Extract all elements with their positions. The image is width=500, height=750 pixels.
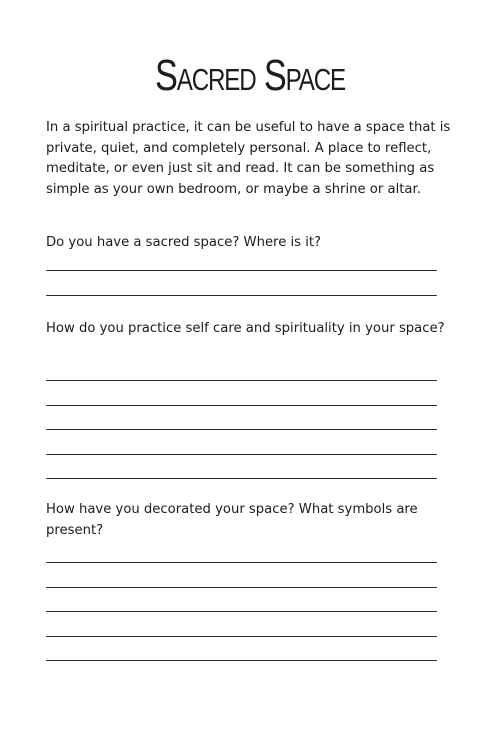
question-3: How have you decorated your space? What symbols are present? (46, 502, 418, 538)
answer-line[interactable] (46, 478, 437, 479)
answer-line[interactable] (46, 660, 437, 661)
answer-line[interactable] (46, 454, 437, 455)
question-1: Do you have a sacred space? Where is it? (46, 235, 322, 250)
answer-line[interactable] (46, 405, 437, 406)
answer-line[interactable] (46, 587, 437, 588)
answer-line[interactable] (46, 562, 437, 563)
answer-line[interactable] (46, 295, 437, 296)
answer-line[interactable] (46, 611, 437, 612)
answer-line[interactable] (46, 636, 437, 637)
answer-line[interactable] (46, 270, 437, 271)
answer-line[interactable] (46, 429, 437, 430)
question-2: How do you practice self care and spirituality in your space? (46, 321, 445, 336)
intro-paragraph: In a spiritual practice, it can be useful to have a space that is private, quiet, and completely personal. A place to reflect, meditate, or even just sit and read. It can be something as simple as your own bedroom, or maybe a shrine or altar. (46, 120, 451, 197)
answer-line[interactable] (46, 380, 437, 381)
page-title: Sacred Space (155, 51, 345, 100)
